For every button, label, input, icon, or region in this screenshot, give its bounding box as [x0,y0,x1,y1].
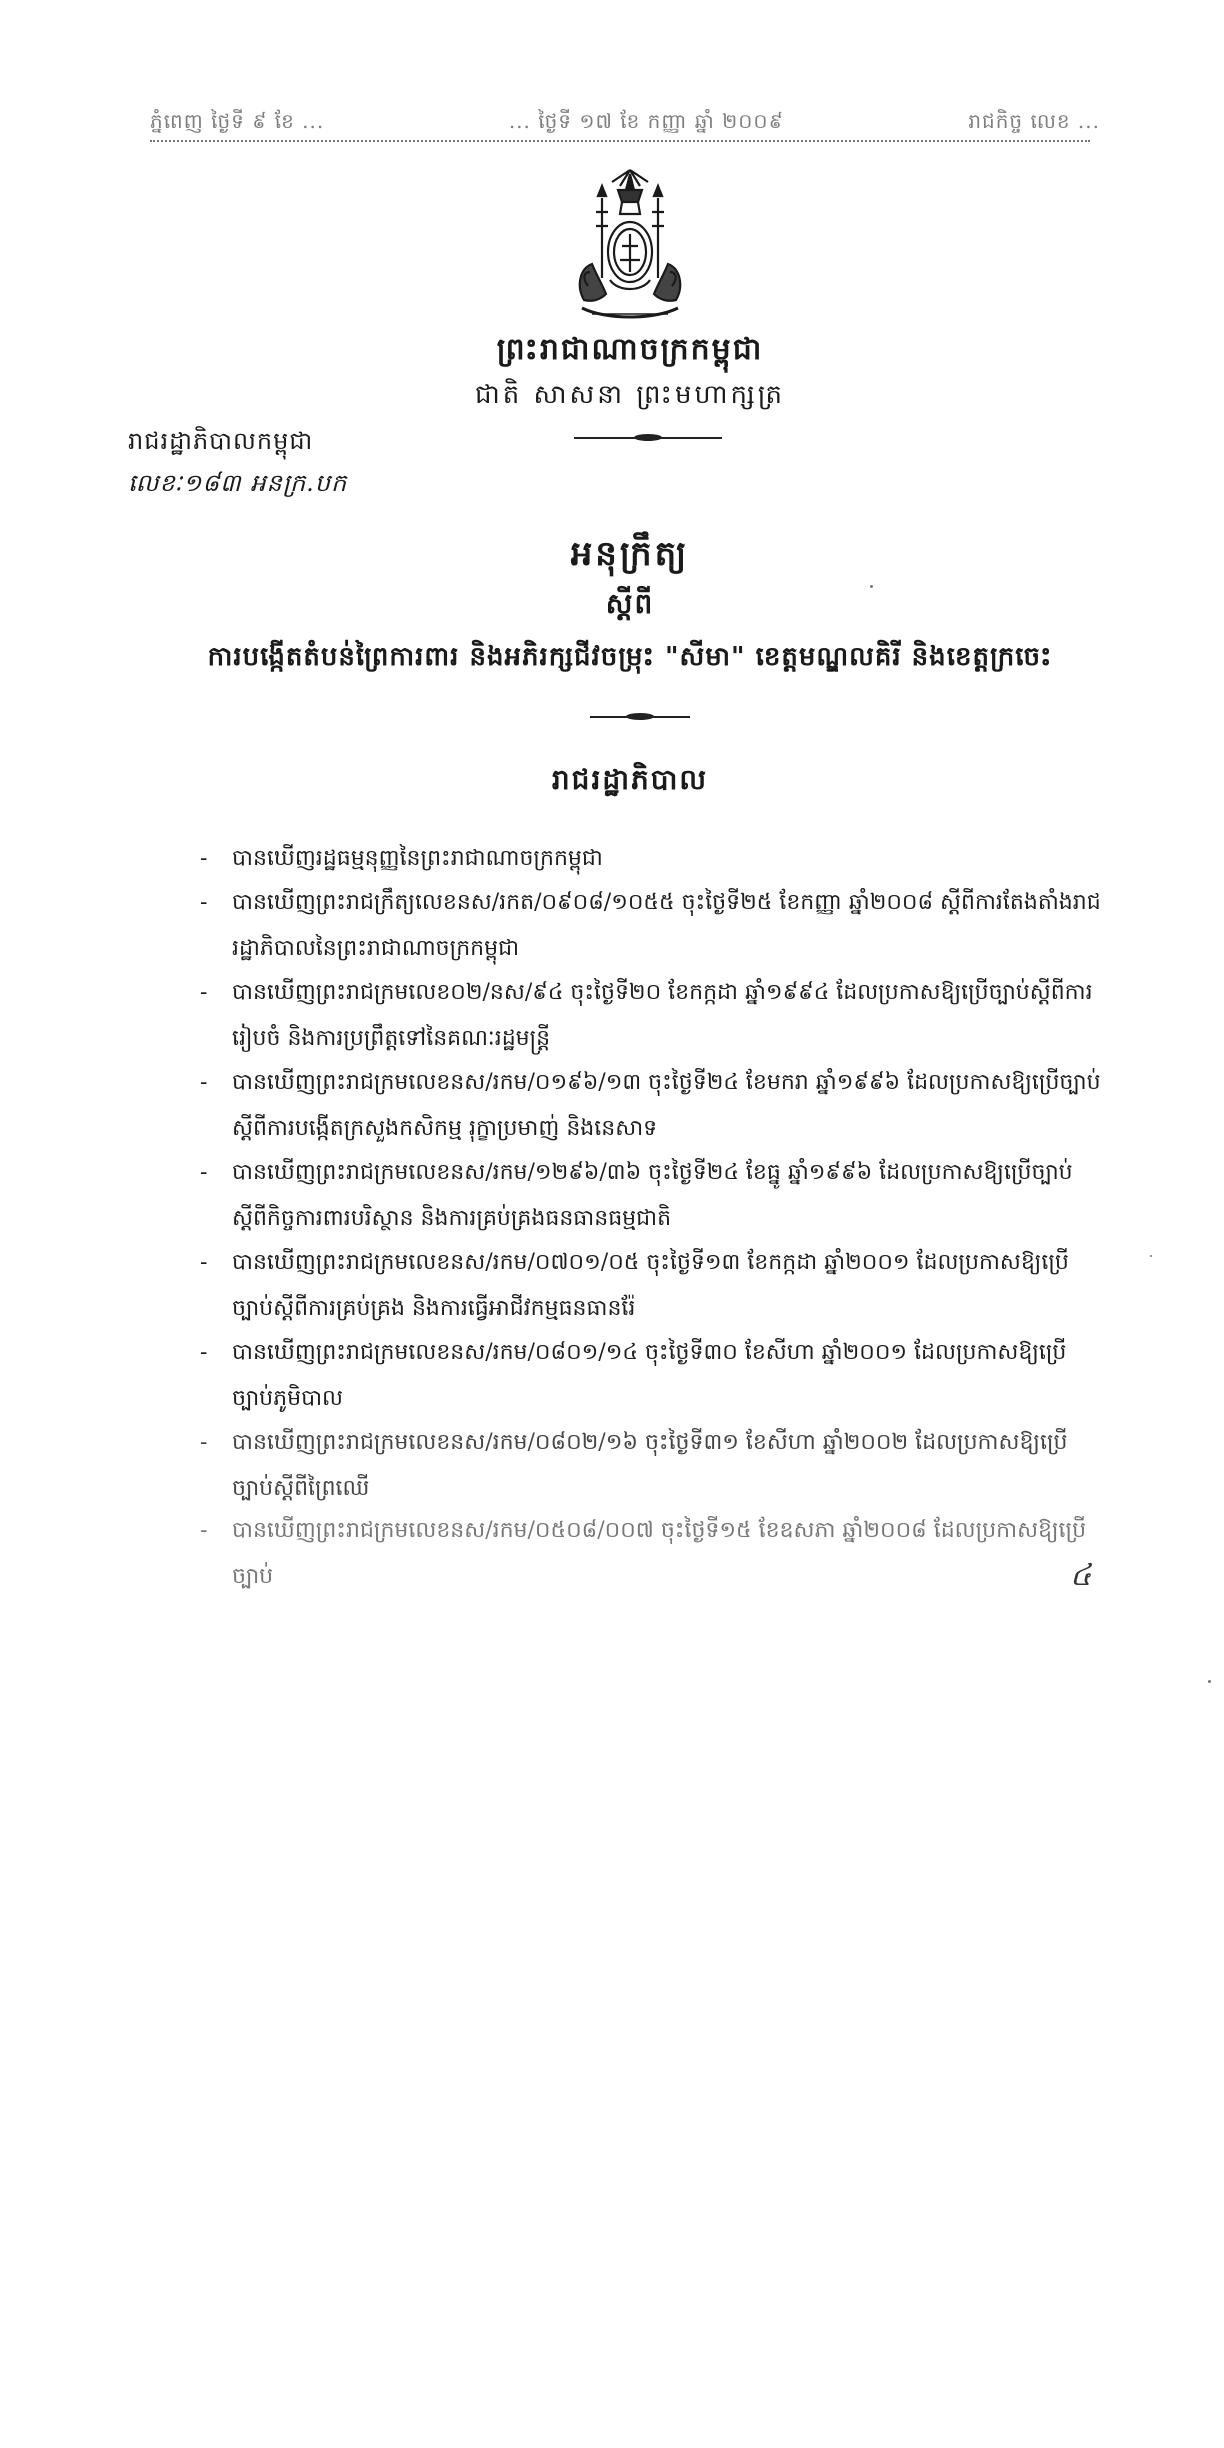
document-subject: ការបង្កើតតំបន់ព្រៃការពារ និងអភិរក្សជីវចម្រុះ "សីមា" ខេត្តមណ្ឌលគិរី និងខេត្តក្រចេះ [207,642,1053,672]
scan-speck [1150,1255,1152,1257]
national-motto: ជាតិ សាសនា ព្រះមហាក្សត្រ [475,380,785,410]
header-rule [150,140,1090,142]
vista-item: - បានឃើញព្រះរាជក្រមលេខនស/រកម/០១៩៦/១៣ ចុះថ្ងៃទី២៤ ខែមករា ឆ្នាំ១៩៩៦ ដែលប្រកាសឱ្យប្រើច្បាប់ស្តីពីការបង្កើតក្រសួងកសិកម្ម រុក្ខាប្រមាញ់ និងនេសាទ [200,1070,1101,1141]
issuing-government: រាជរដ្ឋាភិបាលកម្ពុជា [128,427,314,455]
header-strip [150,98,1100,138]
vista-item: - បានឃើញព្រះរាជក្រមលេខនស/រកម/០៨០២/១៦ ចុះថ្ងៃទី៣១ ខែសីហា ឆ្នាំ២០០២ ដែលប្រកាសឱ្យប្រើច្បាប់ស្តីពីព្រៃឈើ [200,1430,1068,1501]
ornament-divider [574,433,722,443]
document-type: អនុក្រឹត្យ [570,534,690,574]
vista-item: - បានឃើញព្រះរាជក្រមលេខនស/រកម/០៧០១/០៥ ចុះថ្ងៃទី១៣ ខែកក្កដា ឆ្នាំ២០០១ ដែលប្រកាសឱ្យប្រើច្បាប់ស្តីពីការគ្រប់គ្រង និងការធ្វើអាជីវកម្មធនធានរ៉ែ [200,1250,1069,1321]
vista-item: - បានឃើញរដ្ឋធម្មនុញ្ញនៃព្រះរាជាណាចក្រកម្ពុជា [200,846,603,871]
scan-speck [1208,1680,1211,1683]
header-right: រាជកិច្ច លេខ ... [968,109,1100,133]
kingdom-title: ព្រះរាជាណាចក្រកម្ពុជា [496,332,764,367]
ornament-divider [590,712,690,722]
page-number: ៤ [1070,1558,1092,1593]
scan-speck [870,585,873,588]
about-label: ស្តីពី [605,587,655,620]
header-left: ភ្នំពេញ ថ្ងៃទី ៩ ខែ ... [150,109,325,133]
vista-item: - បានឃើញព្រះរាជក្រមលេខនស/រកម/០៨០១/១៤ ចុះថ្ងៃទី៣០ ខែសីហា ឆ្នាំ២០០១ ដែលប្រកាសឱ្យប្រើច្បាប់ភូមិបាល [200,1340,1067,1411]
issuer-heading: រាជរដ្ឋាភិបាល [551,763,709,796]
reference-number: លេខៈ១៨៣ អនក្រ.បក [128,469,348,497]
header-center: ... ថ្ងៃទី ១៧ ខែ កញ្ញា ឆ្នាំ ២០០៩ [508,109,784,133]
vista-item: - បានឃើញព្រះរាជក្រឹត្យលេខនស/រកត/០៩០៨/១០៥៥ ចុះថ្ងៃទី២៥ ខែកញ្ញា ឆ្នាំ២០០៨ ស្តីពីការតែងតាំងរាជរដ្ឋាភិបាលនៃព្រះរាជាណាចក្រកម្ពុជា [200,890,1101,961]
vista-item: - បានឃើញព្រះរាជក្រមលេខ០២/នស/៩៤ ចុះថ្ងៃទី២០ ខែកក្កដា ឆ្នាំ១៩៩៤ ដែលប្រកាសឱ្យប្រើច្បាប់ស្តីពីការរៀបចំ និងការប្រព្រឹត្តទៅនៃគណៈរដ្ឋមន្ត្រី [200,980,1093,1051]
vista-item: - បានឃើញព្រះរាជក្រមលេខនស/រកម/០៥០៨/០០៧ ចុះថ្ងៃទី១៥ ខែឧសភា ឆ្នាំ២០០៨ ដែលប្រកាសឱ្យប្រើច្បាប់ [200,1518,1087,1589]
vista-item: - បានឃើញព្រះរាជក្រមលេខនស/រកម/១២៩៦/៣៦ ចុះថ្ងៃទី២៤ ខែធ្នូ ឆ្នាំ១៩៩៦ ដែលប្រកាសឱ្យប្រើច្បាប់ស្តីពីកិច្ចការពារបរិស្ថាន និងការគ្រប់គ្រងធនធានធម្មជាតិ [200,1160,1073,1231]
royal-coat-of-arms-icon [562,168,698,328]
